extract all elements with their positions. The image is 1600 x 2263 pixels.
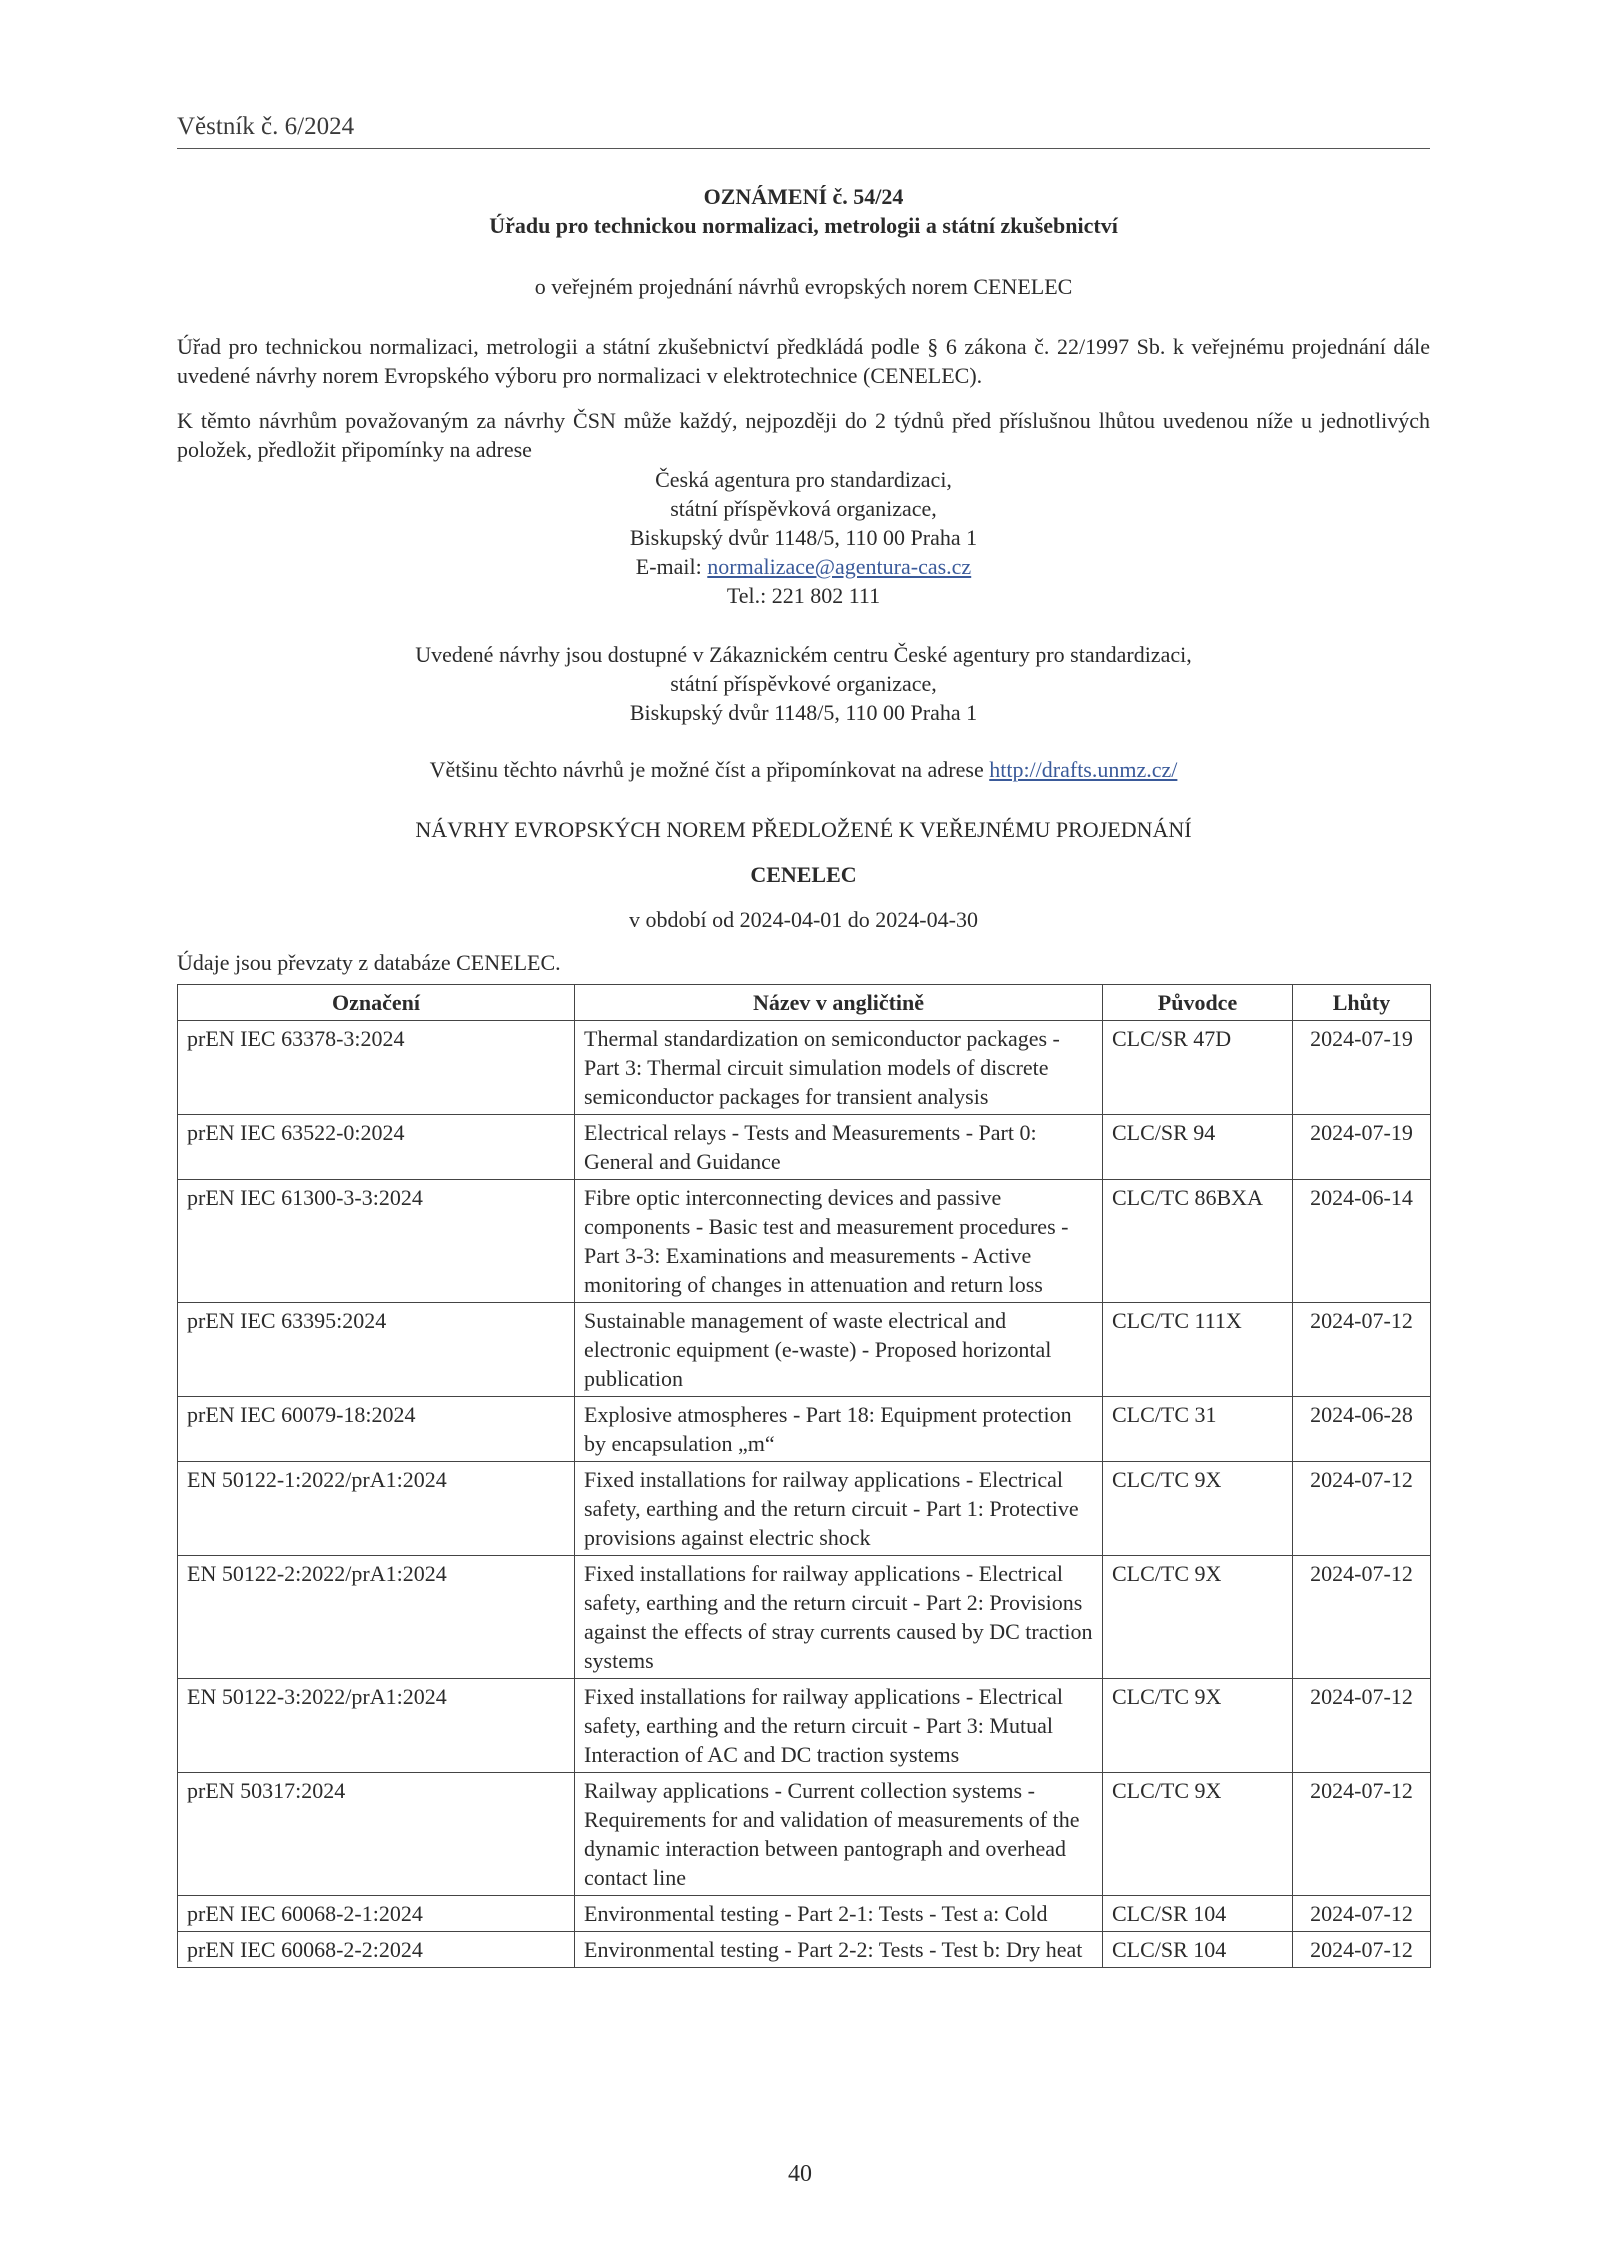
- cell-deadline: 2024-07-12: [1293, 1462, 1431, 1556]
- table-row: [178, 1462, 1431, 1556]
- cell-originator: CLC/TC 9X: [1103, 1773, 1293, 1896]
- availability-line-2: státní příspěvkové organizace,: [670, 671, 937, 696]
- cell-designation: EN 50122-2:2022/prA1:2024: [178, 1556, 575, 1679]
- cell-deadline: 2024-06-14: [1293, 1180, 1431, 1303]
- cell-title: Sustainable management of waste electrical and electronic equipment (e-waste) - Proposed horizontal publication: [575, 1303, 1103, 1397]
- table-row: [178, 1896, 1431, 1932]
- table-row: [178, 1932, 1431, 1968]
- cell-title: Environmental testing - Part 2-1: Tests - Test a: Cold: [575, 1896, 1103, 1932]
- cell-originator: CLC/TC 86BXA: [1103, 1180, 1293, 1303]
- cell-originator: CLC/TC 9X: [1103, 1556, 1293, 1679]
- email-link[interactable]: normalizace@agentura-cas.cz: [707, 554, 972, 579]
- cell-title: Electrical relays - Tests and Measurements - Part 0: General and Guidance: [575, 1115, 1103, 1180]
- cell-originator: CLC/SR 104: [1103, 1932, 1293, 1968]
- cell-title: Environmental testing - Part 2-2: Tests - Test b: Dry heat: [575, 1932, 1103, 1968]
- notice-office: Úřadu pro technickou normalizaci, metrologii a státní zkušebnictví: [489, 213, 1118, 238]
- cell-title: Fixed installations for railway applications - Electrical safety, earthing and the return circuit - Part 3: Mutual Interaction of AC and DC traction systems: [575, 1679, 1103, 1773]
- cell-title: Fixed installations for railway applications - Electrical safety, earthing and the return circuit - Part 1: Protective provisions against electric shock: [575, 1462, 1103, 1556]
- address-block: [177, 465, 1430, 610]
- cell-deadline: 2024-06-28: [1293, 1397, 1431, 1462]
- table-row: [178, 1115, 1431, 1180]
- journal-header: Věstník č. 6/2024: [177, 112, 1430, 149]
- cell-designation: EN 50122-3:2022/prA1:2024: [178, 1679, 575, 1773]
- cell-deadline: 2024-07-12: [1293, 1932, 1431, 1968]
- email-label: E-mail:: [635, 554, 708, 579]
- drafts-text: Většinu těchto návrhů je možné číst a připomínkovat na adrese: [429, 757, 990, 782]
- cell-designation: EN 50122-1:2022/prA1:2024: [178, 1462, 575, 1556]
- cell-originator: CLC/TC 31: [1103, 1397, 1293, 1462]
- table-row: [178, 1679, 1431, 1773]
- cell-originator: CLC/TC 111X: [1103, 1303, 1293, 1397]
- cell-designation: prEN 50317:2024: [178, 1773, 575, 1896]
- drafts-link[interactable]: http://drafts.unmz.cz/: [989, 757, 1178, 782]
- section-org: CENELEC: [750, 862, 857, 887]
- header-designation: Označení: [178, 985, 575, 1021]
- intro-paragraph-1: Úřad pro technickou normalizaci, metrologii a státní zkušebnictví předkládá podle § 6 zákona č. 22/1997 Sb. k veřejnému projednání dále uvedené návrhy norem Evropského výboru pro normalizaci v elektrotechnice (CENELEC).: [177, 334, 1430, 388]
- section-period: v období od 2024-04-01 do 2024-04-30: [629, 907, 978, 932]
- cell-deadline: 2024-07-12: [1293, 1303, 1431, 1397]
- cell-designation: prEN IEC 63378-3:2024: [178, 1021, 575, 1115]
- cell-originator: CLC/SR 47D: [1103, 1021, 1293, 1115]
- intro-paragraph-2: K těmto návrhům považovaným za návrhy ČSN může každý, nejpozději do 2 týdnů před příslušnou lhůtou uvedenou níže u jednotlivých položek, předložit připomínky na adrese: [177, 408, 1430, 462]
- availability-block: [177, 640, 1430, 727]
- cell-designation: prEN IEC 63395:2024: [178, 1303, 575, 1397]
- cell-deadline: 2024-07-12: [1293, 1556, 1431, 1679]
- source-note: Údaje jsou převzaty z databáze CENELEC.: [177, 950, 561, 975]
- cell-deadline: 2024-07-19: [1293, 1115, 1431, 1180]
- table-row: [178, 1397, 1431, 1462]
- email-line: [177, 552, 1430, 581]
- cell-designation: prEN IEC 61300-3-3:2024: [178, 1180, 575, 1303]
- header-deadline: Lhůty: [1293, 985, 1431, 1021]
- availability-line-3: Biskupský dvůr 1148/5, 110 00 Praha 1: [629, 700, 978, 725]
- cell-title: Fibre optic interconnecting devices and passive components - Basic test and measurement procedures - Part 3-3: Examinations and measurements - Active monitoring of changes in attenuation and return loss: [575, 1180, 1103, 1303]
- cell-deadline: 2024-07-12: [1293, 1896, 1431, 1932]
- section-heading: NÁVRHY EVROPSKÝCH NOREM PŘEDLOŽENÉ K VEŘEJNÉMU PROJEDNÁNÍ: [415, 817, 1192, 842]
- cell-originator: CLC/TC 9X: [1103, 1462, 1293, 1556]
- availability-line-1: Uvedené návrhy jsou dostupné v Zákaznickém centru České agentury pro standardizaci,: [415, 642, 1192, 667]
- address-line-3: Biskupský dvůr 1148/5, 110 00 Praha 1: [629, 525, 978, 550]
- drafts-line: [177, 755, 1430, 784]
- table-header-row: [178, 985, 1431, 1021]
- address-line-2: státní příspěvková organizace,: [670, 496, 937, 521]
- table-row: [178, 1773, 1431, 1896]
- table-row: [178, 1180, 1431, 1303]
- notice-number: OZNÁMENÍ č. 54/24: [703, 184, 904, 209]
- address-line-1: Česká agentura pro standardizaci,: [655, 467, 952, 492]
- cell-designation: prEN IEC 60068-2-1:2024: [178, 1896, 575, 1932]
- drafts-table: [177, 984, 1431, 1968]
- cell-designation: prEN IEC 63522-0:2024: [178, 1115, 575, 1180]
- cell-originator: CLC/TC 9X: [1103, 1679, 1293, 1773]
- table-row: [178, 1021, 1431, 1115]
- page-number: 40: [788, 2161, 812, 2187]
- table-row: [178, 1556, 1431, 1679]
- cell-title: Explosive atmospheres - Part 18: Equipment protection by encapsulation „m“: [575, 1397, 1103, 1462]
- header-originator: Původce: [1103, 985, 1293, 1021]
- cell-designation: prEN IEC 60079-18:2024: [178, 1397, 575, 1462]
- header-english-title: Název v angličtině: [575, 985, 1103, 1021]
- cell-title: Thermal standardization on semiconductor packages - Part 3: Thermal circuit simulation models of discrete semiconductor packages for transient analysis: [575, 1021, 1103, 1115]
- cell-deadline: 2024-07-19: [1293, 1021, 1431, 1115]
- notice-subject: o veřejném projednání návrhů evropských norem CENELEC: [534, 274, 1073, 299]
- cell-designation: prEN IEC 60068-2-2:2024: [178, 1932, 575, 1968]
- cell-title: Railway applications - Current collection systems - Requirements for and validation of measurements of the dynamic interaction between pantograph and overhead contact line: [575, 1773, 1103, 1896]
- cell-deadline: 2024-07-12: [1293, 1773, 1431, 1896]
- cell-originator: CLC/SR 104: [1103, 1896, 1293, 1932]
- cell-deadline: 2024-07-12: [1293, 1679, 1431, 1773]
- cell-originator: CLC/SR 94: [1103, 1115, 1293, 1180]
- table-row: [178, 1303, 1431, 1397]
- phone-line: Tel.: 221 802 111: [726, 583, 881, 608]
- cell-title: Fixed installations for railway applications - Electrical safety, earthing and the return circuit - Part 2: Provisions against the effects of stray currents caused by DC traction systems: [575, 1556, 1103, 1679]
